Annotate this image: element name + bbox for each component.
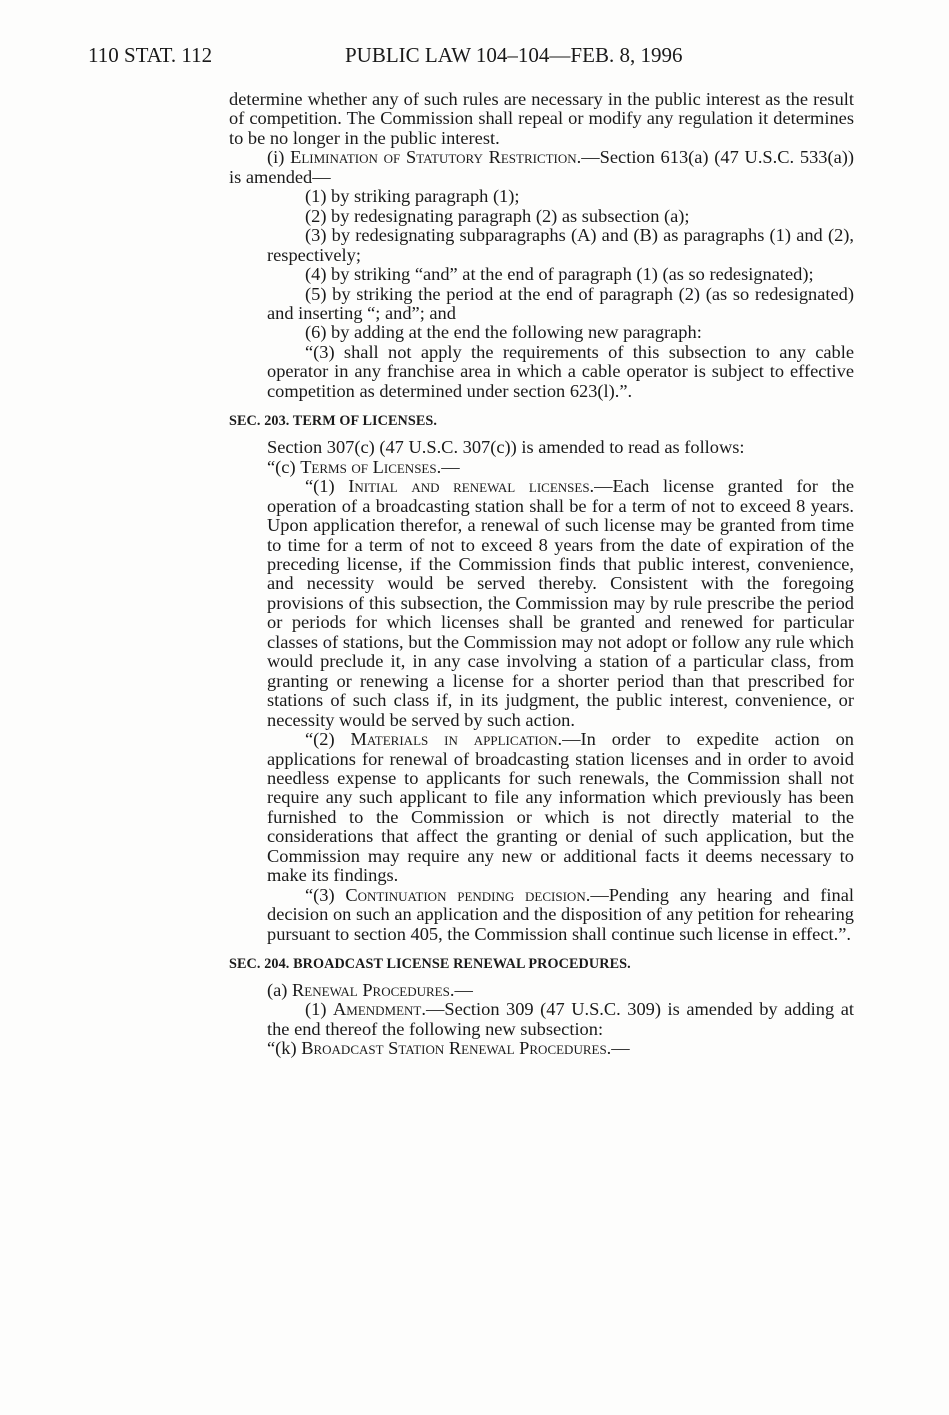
paragraph-c-3	[267, 886, 854, 944]
subsection-a	[267, 981, 854, 1000]
paragraph-c-1	[267, 477, 854, 730]
subsection-a-dash: —	[454, 980, 473, 1001]
paragraph-a-1-label: (1)	[305, 999, 327, 1020]
amendment-item-4: (4) by striking “and” at the end of paragraph (1) (as so redesignated);	[305, 264, 814, 285]
paragraph-c-2-label: “(2)	[305, 729, 335, 750]
section-203-heading: SEC. 203. TERM OF LICENSES.	[229, 413, 438, 430]
amendment-item-5: (5) by striking the period at the end of paragraph (2) (as so redesignated) and inserting “; and”; and	[267, 283, 854, 323]
subsection-k-label: “(k)	[267, 1038, 297, 1059]
subsection-c-label: “(c)	[267, 456, 296, 477]
law-title: PUBLIC LAW 104–104—FEB. 8, 1996	[345, 43, 683, 67]
continued-paragraph: determine whether any of such rules are necessary in the public interest as the result of competition. The Commission shall repeal or modify any regulation it determines to be no longer in the public interest.	[229, 89, 854, 148]
subsection-i-text: —Section 613(a) (47 U.S.C. 533(a)) is amended—	[229, 147, 854, 187]
paragraph-a-1	[267, 1000, 854, 1039]
paragraph-c-1-heading: Initial and renewal licenses.	[348, 476, 595, 497]
subsection-k-dash: —	[611, 1038, 630, 1059]
page-body	[229, 90, 854, 1059]
section-203-intro: Section 307(c) (47 U.S.C. 307(c)) is amended to read as follows:	[267, 437, 745, 458]
paragraph-c-1-text: —Each license granted for the operation of a broadcasting station shall be for a term of not to exceed 8 years. Upon application therefor, a renewal of such license may be granted from time to time for a term of not to exceed 8 years from the date of expiration of the preceding license, if the Commission finds that public interest, convenience, and necessity would be served thereby. Consistent with the foregoing provisions of this subsection, the Commission may by rule prescribe the period or periods for which licenses shall be granted and renewed for particular classes of stations, but the Commission may not adopt or follow any rule which would preclude it, in any case involving a station of a particular class, from granting or renewing a license for a shorter period than that prescribed for stations of such class if, in its judgment, the public interest, convenience, or necessity would be served by such action.	[267, 476, 854, 730]
paragraph-c-3-heading: Continuation pending decision.	[345, 884, 591, 905]
amendment-item-3: (3) by redesignating subparagraphs (A) and (B) as paragraphs (1) and (2), respectively;	[267, 225, 854, 265]
paragraph-c-3-text: —Pending any hearing and final decision on such an application and the disposition of any petition for rehearing pursuant to section 405, the Commission shall continue such license in effect.”.	[267, 884, 854, 944]
paragraph-c-1-label: “(1)	[305, 476, 335, 497]
paragraph-a-1-text: —Section 309 (47 U.S.C. 309) is amended by adding at the end thereof the following new subsection:	[267, 999, 854, 1039]
subsection-k-heading: Broadcast Station Renewal Procedures.	[301, 1038, 612, 1059]
section-204-heading: SEC. 204. BROADCAST LICENSE RENEWAL PROCEDURES.	[229, 956, 631, 973]
subsection-a-heading: Renewal Procedures.	[292, 980, 455, 1001]
subsection-c-dash: —	[441, 456, 460, 477]
quoted-paragraph-3: “(3) shall not apply the requirements of this subsection to any cable operator in any franchise area in which a cable operator is subject to effective competition as determined under section 623(l).”.	[267, 341, 854, 401]
amendment-item-2: (2) by redesignating paragraph (2) as subsection (a);	[305, 205, 690, 226]
subsection-i-label: (i)	[267, 147, 285, 168]
subsection-i-heading: Elimination of Statutory Restriction.	[290, 147, 582, 168]
subsection-c-heading: Terms of Licenses.	[300, 456, 442, 477]
subsection-a-label: (a)	[267, 980, 288, 1001]
amendment-item-6: (6) by adding at the end the following new paragraph:	[305, 322, 702, 343]
subsection-k	[267, 1039, 854, 1058]
subsection-c	[267, 458, 854, 477]
amendment-item-1: (1) by striking paragraph (1);	[305, 186, 520, 207]
paragraph-c-3-label: “(3)	[305, 884, 335, 905]
paragraph-a-1-heading: Amendment.	[332, 999, 426, 1020]
paragraph-c-2-heading: Materials in application.	[350, 729, 563, 750]
paragraph-c-2	[267, 730, 854, 886]
running-header	[88, 42, 848, 68]
paragraph-c-2-text: —In order to expedite action on applications for renewal of broadcasting station licenses and in order to avoid needless expense to applicants for such renewals, the Commission shall not require any such applicant to file any information which previously has been furnished to the Commission or which is not directly material to the considerations that affect the granting or denial of such application, but the Commission may require any new or additional facts it deems necessary to make its findings.	[267, 729, 854, 886]
stat-citation: 110 STAT. 112	[88, 43, 213, 67]
subsection-i	[229, 148, 854, 187]
